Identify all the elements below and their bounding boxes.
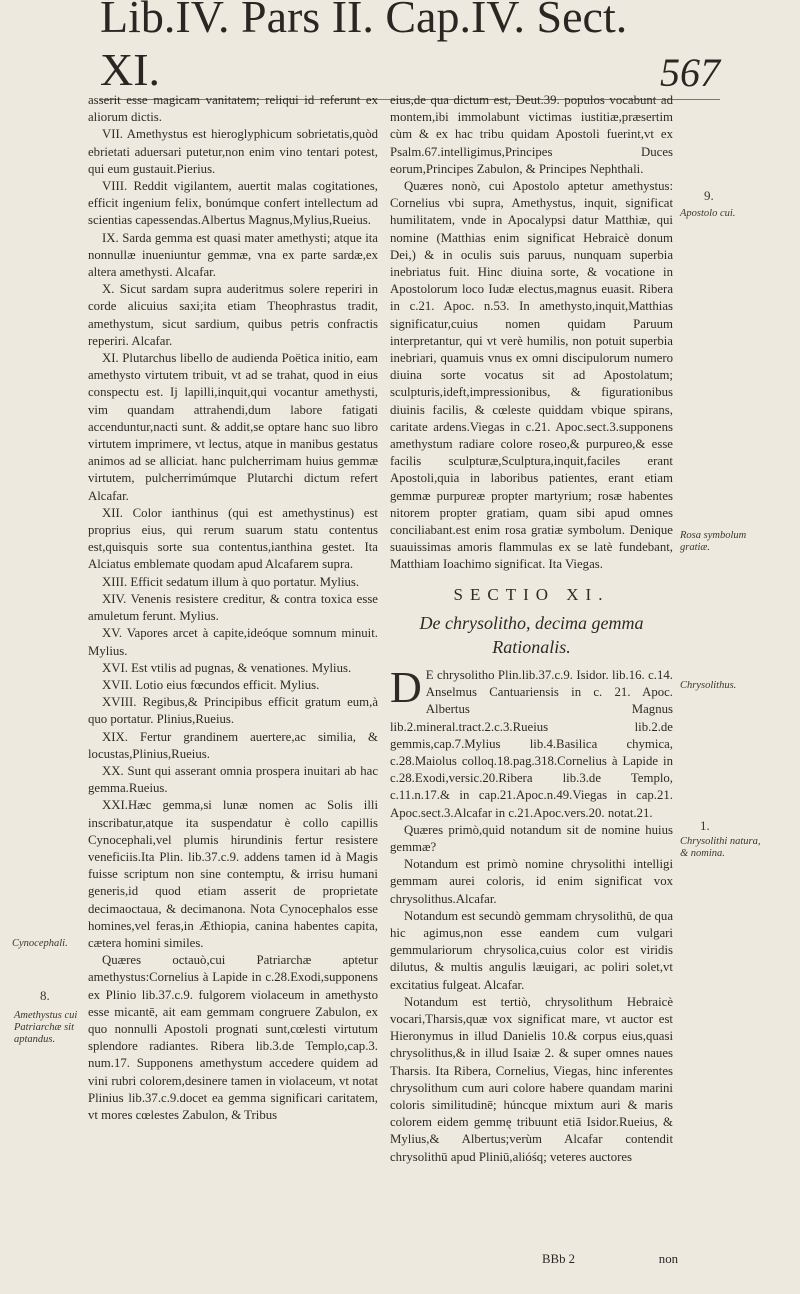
right-paragraph: Notandum est tertiò, chrysolithum Hebraicè vocari,Tharsis,quæ vox significat mare, vt auctor est Hieronymus in illud Danielis 10.& corpus eius,quasi chrysolithus,& in illud Isaiæ 2. & super omnes naues Tharsis. Ita Ribera, Cornelius, Viegas, hinc inferentes chrysolithum cum auri colore habere quandam marini coloris similitudinē; húncque mixtum auri & maris colorem eidem gemmę tribuunt etiā Isidor.Rueius, & Mylius,& Albertus;verùm Alcafar contendit chrysolithū apud Pliniū,alióśq; veteres auctores [390,994,673,1164]
right-paragraph: Quæres nonò, cui Apostolo aptetur amethystus: Cornelius vbi supra, Amethystus, inquit, significat humilitatem, vnde in Apocalypsi datur Matthiæ, qui nomine (Matthias enim significat Hebraicè donum Dei,) & in oculis suis paruus, nunquam superbia inebriatus fuit. Hinc diuina sorte, & vocatione in Apostolorum loco Iudæ electus,magnus euasit. Ribera in c.21. Apoc. n.53. In amethysto,inquit,Matthias significatur,cuius nomen quidam Paruum interpretantur, qui vt verè humilis, non potuit superbia inebriari, quamuis vnus ex omni discipulorum numero diuina sorte vocatus sit ad Apostolatum; sculpturis,ideft,impressionibus, & figurationibus diuinis facilis, & cœleste quiddam vbique spirans, caritate ardens.Viegas in c.21. Apoc.sect.3.supponens amethystum radiare colore roseo,& purpureo,& esse facilis sculpturæ,Sculptura,inquit,faciles erant Apostoli,quia in laboribus patientes, erant etiam gemmæ purpureæ propter martyrium; rosæ habentes nitorem propter gratiam, quam sibi apud omnes conciliabant.est enim rosa gratiæ symbolum. Denique suauissimas amoris flammulas ex se latè fundebant, Matthiam Ioachimo significat. Ita Viegas. [390,179,673,572]
right-paragraph: Notandum est secundò gemmam chrysolithū, de qua hic agimus,non esse eandem cum vulgari gemmulariorum chrysolica,cuius color est viridis dilutus, & multis angulis læuigari, ac poliri solet,vt excitatius fulgeat. Alcafar. [390,908,673,992]
margin-note-chrysolithus: Chrysolithus. [680,680,737,691]
catchword: non [658,1252,678,1266]
page-number: 567 [660,50,720,95]
section-heading: SECTIO XI. [453,584,610,604]
left-column [88,92,378,1124]
left-paragraph: VIII. Reddit vigilantem, auertit malas cogitationes, efficit ingenium felix, bonúmque confert intellectum ad scientias capessendas.Albertus Magnus,Mylius,Rueius. [88,179,378,228]
margin-note-rosa: Rosa symbolum gratiæ. [680,530,747,553]
right-column [390,92,673,1166]
left-paragraph: XV. Vapores arcet à capite,ideóque somnum minuit. Mylius. [88,626,378,658]
catchline [542,1252,678,1267]
margin-note-chrysolithi: Chrysolithi natura, & nomina. [680,836,761,859]
section-title: De chrysolitho, decima gemma Rationalis. [419,612,644,657]
margin-note-number: 9. [704,188,714,203]
margin-note-amethystus: Amethystus cui Patriarchæ sit aptandus. [14,1010,78,1045]
header-title: Lib.IV. Pars II. Cap.IV. Sect. XI. [100,0,628,95]
right-paragraph: Notandum est primò nomine chrysolithi intelligi gemmam aurei coloris, id enim significat vox chrysolithus.Alcafar. [390,857,673,906]
left-paragraph: VII. Amethystus est hieroglyphicum sobrietatis,quòd ebrietati aduersari putetur,non enim vino tentari potest, qui eum gustauit.Pierius. [88,127,378,176]
right-paragraph: eius,de qua dictum est, Deut.39. populos vocabunt ad montem,ibi immolabunt victimas iustitiæ,præsertim cùm & ex hac tribu quidam Apostoli fuerint,vt ex Psalm.67.intelligimus,Principes Duces eorum,Principes Zabulon, & Principes Nephthali. [390,93,673,176]
running-header [100,0,720,96]
left-paragraph: XVI. Est vtilis ad pugnas, & venationes. Mylius. [102,660,352,675]
left-paragraph: XIV. Venenis resistere creditur, & contra toxica esse amuletum ferunt. Mylius. [88,591,378,624]
margin-note-number: 1. [700,818,710,833]
signature-mark: BBb 2 [542,1252,576,1266]
left-paragraph: XIII. Efficit sedatum illum à quo portatur. Mylius. [102,574,360,589]
margin-note-cynocephali: Cynocephali. [12,938,68,949]
section-first-paragraph [390,662,673,822]
left-paragraph: X. Sicut sardam supra auderitmus solere reperiri in corde alicuius saxi;ita etiam Theophrastus tradit, amethystum, sicut sardium, quibus petris confractis reperiri. Alcafar. [88,282,378,348]
left-paragraph: XXI.Hæc gemma,si lunæ nomen ac Solis illi inscribatur,atque ita suspendatur è collo capillis Cynocephali,vel plumis hirundinis fertur resistere veneficiis.Ita Plin. lib.37.c.9. addens tamen id à Magis fuisse scriptum non sine contemptu, & irrisu humani generis,id quod etiam asserit de proprietate decimaoctaua, & decimanona. Nota Cynocephalos esse homines,vel feras,in Æthiopia, canina habentes capita, cætera homini similes. [88,798,378,950]
left-paragraph: XVII. Lotio eius fœcundos efficit. Mylius. [102,677,320,692]
left-paragraph: asserit esse magicam vanitatem; reliqui id referunt ex aliorum dictis. [88,93,378,125]
left-paragraph: XVIII. Regibus,& Principibus efficit gratum eum,à quo portatur. Plinius,Rueius. [88,695,378,727]
left-paragraph: Quæres octauò,cui Patriarchæ aptetur amethystus:Cornelius à Lapide in c.28.Exodi,supponens ex Plinio lib.37.c.9. fulgorem violaceum in amethysto esse micantē, ait eam gemmam congruere Zabulon, ex quo nonnulli Apostoli prognati sunt,cœlesti virtutum splendore radiantes. Ribera lib.3.de Templo,cap.3. num.17. Supponens amethystum accedere quidem ad vini rubri colorem,desinere tamen in violaceum, vt notat Plinius lib.37.c.9.docet ea gemma significari caritatem, vt mores cœlestes Zabulon, & Tribus [88,953,378,1122]
left-paragraph: XIX. Fertur grandinem auertere,ac similia, & locustas,Plinius,Rueius. [88,729,378,761]
drop-capital: D [390,662,422,712]
left-paragraph: XX. Sunt qui asserant omnia prospera inuitari ab hac gemma.Rueius. [88,763,378,796]
section-first-text: E chrysolitho Plin.lib.37.c.9. Isidor. lib.16. c.14. Anselmus Cantuariensis in c. 21. Apoc. Albertus Magnus lib.2.mineral.tract.2.c.3.Rueius lib.2.de gemmis,cap.7.Mylius lib.4.Basilica chymica, c.28.Maiolus colloq.18.pag.318.Cornelius à Lapide in c.28.Exodi,versic.20.Ribera lib.3.de Templo, c.11.n.17.& in cap.21.Apoc.n.49.Viegas in cap.21. Apoc.sect.3.Alcafar in c.21.Apoc.vers.20. notat.21. [390,667,673,820]
margin-note-number: 8. [40,988,50,1003]
right-paragraph: Quæres primò,quid notandum sit de nomine huius gemmæ? [390,822,673,854]
left-paragraph: XI. Plutarchus libello de audienda Poëtica initio, eam amethysto virtutem tribuit, vt ad se trahat, quod in eius conspectu est. Ij lapilli,inquit,qui vocantur amethysti, vim quandam attrahendi,dum labore fatigati accenduntur,nacti sunt. & addit,se optare hanc suo libro virtutem imprimere, vt lectus, atque in manibus gestatus animos ad se alliciat. hanc pulcherrimam huius gemmæ virtutem, pulcherrimúmque Plutarchi dictum refert Alcafar. [88,351,378,503]
left-paragraph: IX. Sarda gemma est quasi mater amethysti; atque ita nonnullæ inueniuntur gemmæ, vna ex parte sardæ,ex altera amethysti. Alcafar. [88,230,378,280]
left-paragraph: XII. Color ianthinus (qui est amethystinus) est proprius eius, qui rerum suarum statu contentus est,quisquis sorte sua contentus,ianthina gestet. Ita Alciatus emblemate quodam apud Alcafarem supra. [88,505,378,572]
margin-note-apostolo: Apostolo cui. [680,208,736,219]
